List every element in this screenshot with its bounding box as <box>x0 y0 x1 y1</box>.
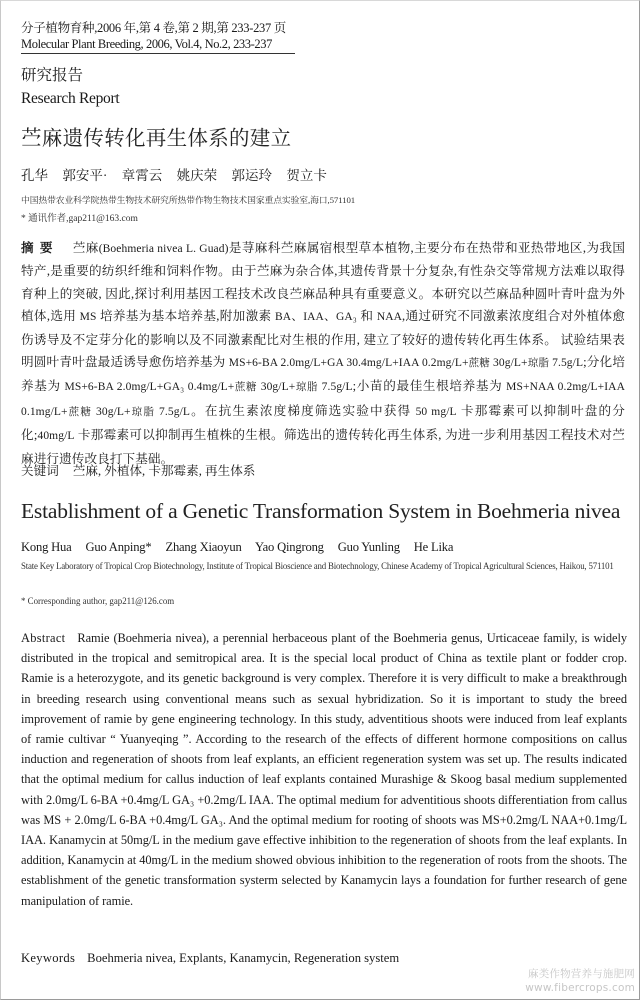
medium-formula: MS+6-BA 2.0mg/L+GA 30.4mg/L+IAA 0.2mg/L+ <box>228 357 469 370</box>
abstract-text: 琼脂 <box>130 406 155 418</box>
author-name: 贺立卡 <box>286 168 327 183</box>
abstract-text: ;分化培养基为 <box>21 355 626 394</box>
abstract-text: BA、IAA、GA₃ <box>274 311 357 324</box>
keywords-text-en: Boehmeria nivea, Explants, Kanamycin, Regeneration system <box>87 951 400 965</box>
author-name: 郭运玲 <box>231 168 272 183</box>
species-name: (Boehmeria nivea L. Guad) <box>98 243 229 255</box>
abstract-text: 和 <box>356 309 377 324</box>
paper-title-cn: 苎麻遗传转化再生体系的建立 <box>21 128 292 150</box>
abstract-text: ,通过研究不同激素浓度组合对外植体愈伤诱导及不定芽分化的影响以及不同激素配比对生根的作用, 建立了较好的遗传转化再生体系。 试验结果表明圆叶青叶盘最适诱导愈伤培养基为 <box>21 309 625 370</box>
affiliation-en: State Key Laboratory of Tropical Crop Biotechnology, Institute of Tropical Bioscience and Biotechnology, Chinese Academy of Tropical Agricultural Sciences, Haikou, 571101 <box>21 561 614 571</box>
affiliation-cn: 中国热带农业科学院热带生物技术研究所热带作物生物技术国家重点实验室,海口,571101 <box>21 195 356 205</box>
abstract-cn <box>21 237 625 470</box>
abstract-label-cn: 摘要 <box>21 241 59 255</box>
medium-formula: MS+NAA 0.2mg/L+IAA 0.1mg/L+ <box>21 381 625 418</box>
section-label-cn: 研究报告 <box>21 67 84 84</box>
abstract-text: 培养基为基本培养基,附加激素 <box>96 309 275 324</box>
author-name: 孔华 <box>21 168 48 183</box>
abstract-text: 卡那霉素可以抑制再生植株的生根。筛选出的遗传转化再生体系, 为进一步利用基因工程技术对苎麻进行遗传改良打下基础。 <box>21 428 626 466</box>
abstract-text: MS <box>79 311 97 324</box>
abstract-label-en: Abstract <box>21 631 66 645</box>
author-name: He Lika <box>413 540 454 554</box>
abstract-text: 是荨麻科苎麻属宿根型草本植物,主要分布在热带和亚热带地区,为我国特产,是重要的纺织纤维和饲料作物。由于苎麻为杂合体,其遗传背景十分复杂,有性杂交等常规方法难以取得育种上的突破, 因此,探讨利用基因工程技术改良苎麻品种具有重要意义。本研究以苎麻品种圆叶青叶盘为外植体,选用 <box>21 241 626 324</box>
medium-formula: 7.5g/L <box>155 405 190 418</box>
author-list-en <box>21 540 464 555</box>
author-name: 姚庆荣 <box>176 168 218 183</box>
medium-formula: MS+6-BA 2.0mg/L+GA₃ 0.4mg/L+ <box>64 381 235 394</box>
corresponding-author-en: * Corresponding author, gap211@126.com <box>21 596 175 606</box>
author-name: Kong Hua <box>21 540 72 554</box>
site-watermark <box>525 967 635 995</box>
abstract-text: 琼脂 <box>527 358 550 370</box>
abstract-text: NAA <box>376 311 403 324</box>
corresponding-author-cn: * 通讯作者,gap211@163.com <box>21 214 138 224</box>
abstract-text: 蔗糖 <box>234 382 258 394</box>
author-name: 郭安平· <box>62 168 108 183</box>
abstract-text: 卡那霉素可以抑制叶盘的分化; <box>21 403 626 443</box>
concentration: 40mg/L <box>37 430 75 443</box>
keywords-label-cn: 关键词 <box>21 464 59 478</box>
author-list-cn <box>21 164 338 184</box>
keywords-text-cn: 苎麻, 外植体, 卡那霉素, 再生体系 <box>72 464 256 478</box>
abstract-text: ;小苗的最佳生根培养基为 <box>352 379 507 394</box>
abstract-text: 蔗糖 <box>468 358 490 370</box>
concentration: 50 mg/L <box>415 405 457 418</box>
keywords-cn <box>21 460 255 479</box>
medium-formula: 30g/L+ <box>489 357 528 370</box>
paper-title-en: Establishment of a Genetic Transformation System in Boehmeria nivea <box>21 499 621 523</box>
journal-citation-en: Molecular Plant Breeding, 2006, Vol.4, No.2, 233-237 <box>21 37 295 54</box>
watermark-line-cn: 麻类作物营养与施肥网 <box>528 968 635 980</box>
medium-formula: 7.5g/L <box>549 357 584 370</box>
medium-formula: 30g/L+ <box>257 381 296 394</box>
abstract-text-en: Ramie (Boehmeria nivea), a perennial herbaceous plant of the Boehmeria genus, Urticaceae family, is widely distributed in the tropical and semitropical area. It is the special local product of China as textile plant or fodder crop. Ramie is a heterozygote, and its genetic background is very complex. Therefore it is very difficult to make a breakthrough in breeding research using conventional means such as sexual hybridization. So it is important to study the breed improvement of ramie by gene engineering technology. In this study, adventitious shoots were induced from leaf explants of ramie cultivar “ Yuanyeqing ”. According to the research of the effects of different hormone compositions on callus induction and regeneration of shoots from leaf explants, an efficient regeneration system was set up. The results indicated that the optimal medium for callus induction of leaf explants contained Murashige & Skoog basal medium supplemented with 2.0mg/L 6-BA +0.4mg/L GA₃ +0.2mg/L IAA. The optimal medium for adventitious shoots differentiation from callus was MS + 2.0mg/L 6-BA +0.4mg/L GA₃. And the optimal medium for rooting of shoots was MS+0.2mg/L NAA+0.1mg/L IAA. Kanamycin at 50mg/L in the medium gave effective inhibition to the regeneration of shoots from the leaf explants. In addition, Kanamycin at 40mg/L in the medium showed obvious inhibition to the regeneration of roots from the shoots. The establishment of the genetic transformation systerm selected by Kanamycin lays a foundation for further research of gene manipulation of ramie. <box>21 631 627 908</box>
medium-formula: 7.5g/L <box>318 381 353 394</box>
watermark-line-url: www.fibercrops.com <box>525 982 635 994</box>
abstract-en <box>21 628 627 911</box>
abstract-text: 苎麻 <box>72 241 99 255</box>
author-name: Yao Qingrong <box>255 540 324 554</box>
author-name: 章霄云 <box>121 168 163 183</box>
keywords-label-en: Keywords <box>21 951 76 965</box>
author-name: Guo Yunling <box>337 540 400 554</box>
abstract-text: 蔗糖 <box>67 406 92 418</box>
author-name: Zhang Xiaoyun <box>165 540 242 554</box>
journal-citation-cn: 分子植物育种,2006 年,第 4 卷,第 2 期,第 233-237 页 <box>21 21 286 35</box>
author-name: Guo Anping* <box>85 540 152 554</box>
medium-formula: 30g/L+ <box>91 405 131 418</box>
abstract-text: 琼脂 <box>295 382 319 394</box>
abstract-text: 。在抗生素浓度梯度筛选实验中获得 <box>190 403 416 418</box>
section-label-en: Research Report <box>21 90 120 107</box>
keywords-en <box>21 951 399 966</box>
